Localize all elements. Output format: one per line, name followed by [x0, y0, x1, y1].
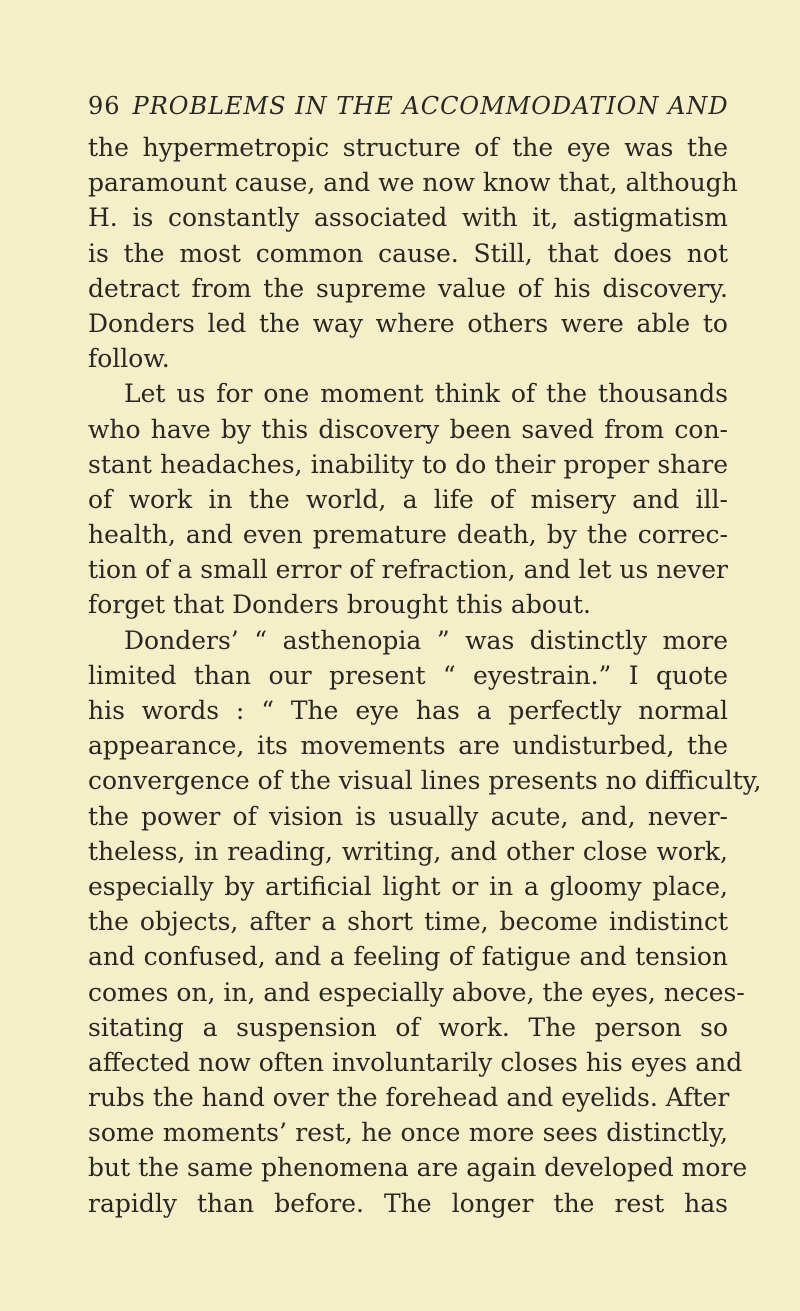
- body-text: [88, 130, 762, 1221]
- text-line: who have by this discovery been saved from con-: [88, 414, 728, 444]
- text-line: paramount cause, and we now know that, although: [88, 168, 738, 198]
- text-line: of work in the world, a life of misery and ill-: [88, 484, 728, 514]
- text-line: appearance, its movements are undisturbed, the: [88, 731, 728, 761]
- text-line: his words : “ The eye has a perfectly normal: [88, 696, 728, 725]
- text-line: and confused, and a feeling of fatigue and tension: [88, 942, 728, 972]
- text-line: some moments’ rest, he once more sees distinctly,: [88, 1118, 728, 1148]
- text-line: rubs the hand over the forehead and eyelids. After: [88, 1083, 730, 1113]
- text-line: the objects, after a short time, become indistinct: [88, 907, 728, 937]
- text-line: theless, in reading, writing, and other close work,: [88, 836, 728, 866]
- text-line: especially by artificial light or in a gloomy place,: [88, 871, 728, 901]
- text-line: health, and even premature death, by the correc-: [88, 520, 728, 550]
- text-line: Donders led the way where others were able to: [88, 308, 728, 338]
- text-line: tion of a small error of refraction, and let us never: [88, 555, 728, 585]
- text-line: comes on, in, and especially above, the eyes, neces-: [88, 977, 745, 1007]
- text-line: follow.: [88, 344, 170, 374]
- text-line: sitating a suspension of work. The person so: [88, 1012, 728, 1042]
- running-title: PROBLEMS IN THE ACCOMMODATION AND: [132, 92, 729, 120]
- text-line: Donders’ “ asthenopia ” was distinctly more: [124, 625, 728, 655]
- text-line: rapidly than before. The longer the rest has: [88, 1188, 728, 1218]
- text-line: affected now often involuntarily closes his eyes and: [88, 1047, 743, 1077]
- running-head: [88, 88, 728, 124]
- text-line: convergence of the visual lines presents no difficulty,: [88, 766, 762, 796]
- text-line: forget that Donders brought this about.: [88, 590, 591, 620]
- page-number: 96: [88, 92, 121, 120]
- text-line: detract from the supreme value of his discovery.: [88, 273, 728, 303]
- text-line: is the most common cause. Still, that does not: [88, 238, 728, 268]
- text-line: the power of vision is usually acute, and, never-: [88, 801, 728, 831]
- text-line: H. is constantly associated with it, astigmatism: [88, 203, 728, 233]
- text-line: but the same phenomena are again developed more: [88, 1153, 748, 1183]
- text-line: the hypermetropic structure of the eye was the: [88, 133, 728, 162]
- text-line: limited than our present “ eyestrain.” I quote: [88, 660, 728, 690]
- text-line: stant headaches, inability to do their proper share: [88, 449, 728, 479]
- text-line: Let us for one moment think of the thousands: [124, 379, 728, 409]
